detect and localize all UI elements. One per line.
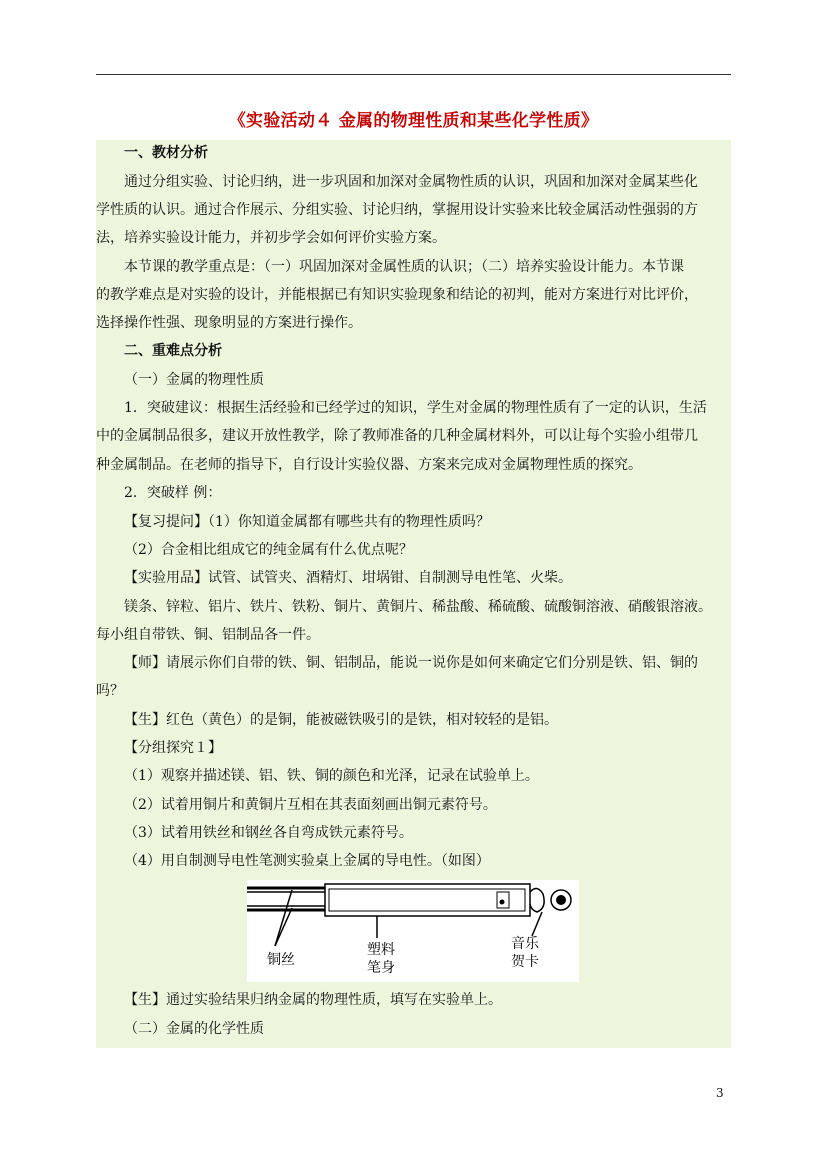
paragraph-line: 法，培养实验设计能力，并初步学会如何评价实验方案。 xyxy=(96,230,446,246)
card-label-1: 音乐 xyxy=(511,936,539,952)
header-rule xyxy=(96,74,731,75)
subsection-heading: （一）金属的物理性质 xyxy=(124,372,264,388)
pen-body-label-2: 笔身 xyxy=(367,960,395,976)
paragraph-line: 【实验用品】试管、试管夹、酒精灯、坩埚钳、自制测导电性笔、火柴。 xyxy=(124,570,572,586)
pen-body-label-1: 塑料 xyxy=(367,942,395,958)
paragraph-line: 【复习提问】（1）你知道金属都有哪些共有的物理性质吗？ xyxy=(124,514,490,530)
leader-line xyxy=(532,912,542,936)
document-title: 《实验活动４ 金属的物理性质和某些化学性质》 xyxy=(228,111,599,131)
paragraph-line: 2．突破样 例： xyxy=(124,485,222,501)
conductivity-pen-diagram xyxy=(247,880,579,982)
leader-line xyxy=(275,890,292,946)
paragraph-line: 中的金属制品很多，建议开放性教学，除了教师准备的几种金属材料外，可以让每个实验小组带几 xyxy=(96,428,698,444)
contact-dot xyxy=(500,900,505,905)
section-heading: 二、重难点分析 xyxy=(124,343,222,359)
subsection-heading: （二）金属的化学性质 xyxy=(124,1021,264,1037)
card-lead xyxy=(530,888,544,912)
paragraph-line: 通过分组实验、讨论归纳，进一步巩固和加深对金属物性质的认识，巩固和加深对金属某些化 xyxy=(124,174,698,190)
paragraph-line: 选择操作性强、现象明显的方案进行操作。 xyxy=(96,315,362,331)
paragraph-line: 学性质的认识。通过合作展示、分组实验、讨论归纳，掌握用设计实验来比较金属活动性强弱的方 xyxy=(96,202,698,218)
paragraph-line: 【分组探究１】 xyxy=(124,740,222,756)
wire-label: 铜丝 xyxy=(267,952,295,968)
card-label-2: 贺卡 xyxy=(511,954,539,970)
paragraph-line: 【生】红色（黄色）的是铜，能被磁铁吸引的是铁，相对较轻的是铝。 xyxy=(124,712,558,728)
paragraph-line: 镁条、锌粒、铝片、铁片、铁粉、铜片、黄铜片、稀盐酸、稀硫酸、硫酸铜溶液、硝酸银溶液。 xyxy=(124,599,712,615)
leader-line xyxy=(275,908,292,946)
page-number: 3 xyxy=(716,1086,724,1100)
paragraph-line: （2）合金相比组成它的纯金属有什么优点呢？ xyxy=(124,542,413,558)
paragraph-line: （4）用自制测导电性笔测实验桌上金属的导电性。（如图） xyxy=(124,853,490,869)
paragraph-line: 每小组自带铁、铜、铝制品各一件。 xyxy=(96,627,320,643)
paragraph-line: （2）试着用铜片和黄铜片互相在其表面刻画出铜元素符号。 xyxy=(124,797,497,813)
paragraph-line: 【师】请展示你们自带的铁、铜、铝制品，能说一说你是如何来确定它们分别是铁、铝、铜的 xyxy=(124,655,698,671)
paragraph-line: （3）试着用铁丝和钢丝各自弯成铁元素符号。 xyxy=(124,825,413,841)
paragraph-line: 的教学难点是对实验的设计，并能根据已有知识实验现象和结论的初判，能对方案进行对比评价， xyxy=(96,287,698,303)
speaker-core xyxy=(556,895,566,905)
paragraph-line: 1．突破建议：根据生活经验和已经学过的知识，学生对金属的物理性质有了一定的认识，生活 xyxy=(124,400,707,416)
paragraph-line: 种金属制品。在老师的指导下，自行设计实验仪器、方案来完成对金属物理性质的探究。 xyxy=(96,457,642,473)
paragraph-line: 本节课的教学重点是：（一）巩固加深对金属性质的认识；（二）培养实验设计能力。本节课 xyxy=(124,259,684,275)
section-heading: 一、教材分析 xyxy=(124,145,208,161)
paragraph-line: 【生】通过实验结果归纳金属的物理性质，填写在实验单上。 xyxy=(124,992,502,1008)
paragraph-line: （1）观察并描述镁、铝、铁、铜的颜色和光泽，记录在试验单上。 xyxy=(124,768,539,784)
conductivity-pen-figure xyxy=(247,880,579,982)
paragraph-line: 吗？ xyxy=(96,683,124,699)
